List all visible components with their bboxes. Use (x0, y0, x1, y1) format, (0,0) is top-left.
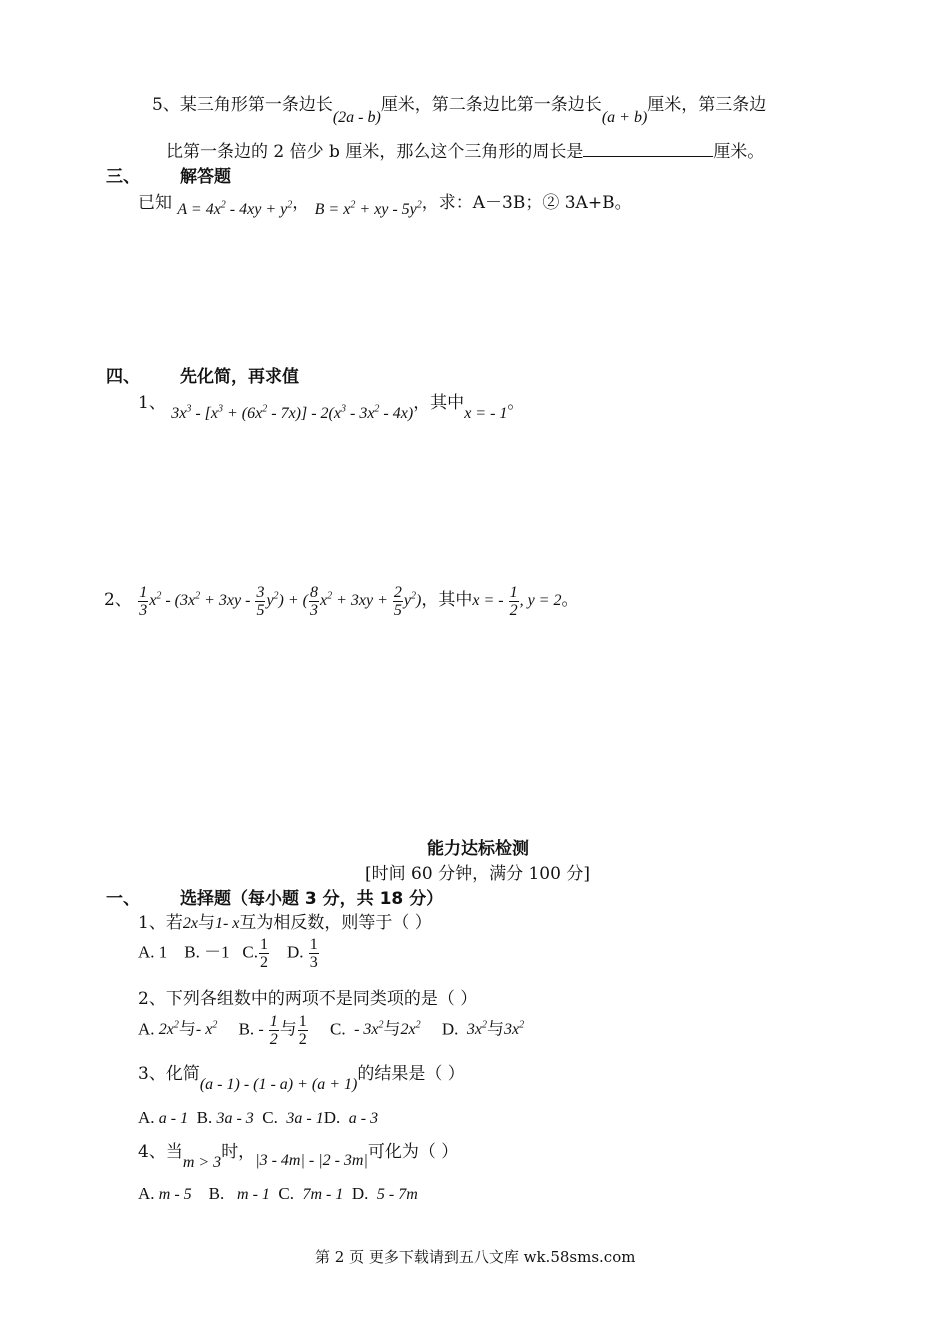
q4-text-b: 时， (221, 1142, 256, 1162)
q3-option-d: D. (323, 1108, 341, 1127)
q4-option-d: D. (351, 1184, 369, 1203)
q1-option-d: D. (286, 942, 304, 962)
problem-2-expression: $\frac{1}{3}$ $x^2 - (3x^2 + 3xy$ - $\frac{3}{5}$ $y^2$) + ( $\frac{8}{3}$ $x^2 + 3xy$ + $\frac{2}{5}$ $y^2$) (139, 584, 422, 619)
section-3-number: 三、 (106, 167, 140, 187)
problem-1-tail: 。 (507, 393, 525, 413)
q5-line2-text: 比第一条边的 2 倍少 b 厘米，那么这个三角形的周长是 (166, 142, 584, 162)
section-4-title: 先化简，再求值 (180, 367, 299, 387)
problem-2-number: 2、 (104, 590, 132, 611)
problem-1-expression: $3x^3 - [x^3 + (6x^2 - 7x)] - 2(x^3 - 3x^2 - 4x)$ (171, 403, 414, 422)
expr-B: $B = x^2$ + xy - $5y^2$ (314, 199, 422, 218)
q4-options: A. m - 5 B. m - 1 C. 7m - 1 D. 5 - 7m (138, 1184, 418, 1203)
q1-option-a: A. 1 (138, 942, 168, 962)
q3-options: A. a - 1 B. 3a - 3 C. 3a - 1D. a - 3 (138, 1108, 379, 1127)
q2-option-a: A. (138, 1019, 155, 1039)
q4-option-c: C. (278, 1184, 294, 1203)
q1-option-c: C. (242, 942, 258, 962)
q3-stem (138, 1059, 465, 1093)
q3-text-a: 3、化简 (138, 1064, 200, 1084)
q2-yu-a: 与 (178, 1019, 196, 1039)
q1-options (138, 936, 320, 971)
sec3-known: 已知 (138, 193, 172, 213)
q2-stem: 2、下列各组数中的两项不是同类项的是（ ） (138, 989, 478, 1009)
q1-text-c: 互为相反数，则等于（ ） (239, 913, 432, 933)
answer-blank (583, 142, 713, 157)
section-3-title: 解答题 (180, 167, 231, 187)
sec3-tail: ，求：A－3B；② 3A+B。 (421, 193, 632, 213)
section-1-title: 选择题（每小题 3 分，共 18 分） (180, 889, 444, 909)
problem-1-number: 1、 (138, 393, 166, 413)
q2-option-c: C. (330, 1019, 346, 1039)
q1-expr-2x: 2x (182, 915, 198, 932)
q2-option-d: D. (441, 1019, 459, 1039)
expr-A: $A = 4x^2 - 4xy + y^2$ (177, 199, 293, 218)
q1-text-b: 与 (197, 913, 215, 933)
q4-option-b: B. (208, 1184, 225, 1203)
q5-expr-2: (a + b) (601, 109, 648, 126)
sec4-problem-2 (104, 584, 578, 619)
q5-line1 (152, 90, 767, 126)
q2-yu-c: 与 (383, 1019, 401, 1039)
q5-text-3: 厘米，第三条边 (647, 95, 767, 115)
section-4-heading (106, 362, 299, 387)
problem-2-where: ，其中 (421, 590, 473, 611)
q1-option-c-value: $\frac{1}{2}$ (259, 936, 268, 971)
q4-stem (138, 1137, 459, 1171)
q2-yu-b: 与 (279, 1019, 297, 1039)
q4-text-c: 可化为（ ） (367, 1142, 459, 1162)
q4-expression: |3 - 4m| - |2 - 3m| (255, 1152, 368, 1169)
section-4-number: 四、 (106, 367, 140, 387)
q3-option-c: C. (262, 1108, 278, 1127)
q5-text-2: 厘米，第二条边比第一条边长 (380, 95, 602, 115)
q1-option-d-value: $\frac{1}{3}$ (309, 936, 318, 971)
q3-expression: (a - 1) - (1 - a) + (a + 1) (199, 1076, 358, 1093)
q2-option-b: B. (238, 1019, 255, 1039)
q4-option-a: A. (138, 1184, 155, 1203)
q5-expr-1: (2a - b) (332, 109, 381, 126)
section-3-heading (106, 162, 231, 187)
sec4-problem-1 (138, 388, 525, 422)
q5-text-1: 5、某三角形第一条边长 (152, 95, 333, 115)
problem-2-tail: 。 (561, 590, 579, 611)
ability-subtitle: [时间 60 分钟，满分 100 分] (365, 864, 590, 884)
q1-option-b: B. －1 (184, 942, 230, 962)
problem-2-condition: x = - $\frac{1}{2}$ , y = 2 (472, 584, 562, 619)
q2-options: A. $2x^2$与- $x^2$ B. - $\frac{1}{2}$ 与 $\frac{1}{2}$ C. - $3x^2$与$2x^2$ D. $3x^2$与$3x^2$ (138, 1013, 525, 1049)
q1-stem (138, 908, 432, 933)
q4-text-a: 4、当 (138, 1142, 183, 1162)
q3-text-b: 的结果是（ ） (357, 1064, 465, 1084)
q1-text-a: 1、若 (138, 913, 183, 933)
problem-1-condition: x = - 1 (464, 405, 508, 422)
sec3-problem: 已知 $A = 4x^2 - 4xy + y^2$， $B = x^2$ + xy - $5y^2$，求：A－3B；② 3A+B。 (138, 193, 632, 218)
ability-title: 能力达标检测 (427, 839, 529, 859)
q5-line2 (166, 137, 764, 162)
q3-option-b: B. (196, 1108, 213, 1127)
section-1-number: 一、 (106, 889, 140, 909)
q4-condition: m > 3 (182, 1154, 222, 1171)
section-1-heading (106, 884, 443, 909)
q1-expr-1-x: 1- x (214, 915, 240, 932)
q2-yu-d: 与 (487, 1019, 505, 1039)
page-footer: 第 2 页 更多下载请到五八文库 wk.58sms.com (315, 1248, 636, 1266)
problem-1-where: ，其中 (413, 393, 465, 413)
q5-line2-unit: 厘米。 (713, 142, 765, 162)
q3-option-a: A. (138, 1108, 155, 1127)
